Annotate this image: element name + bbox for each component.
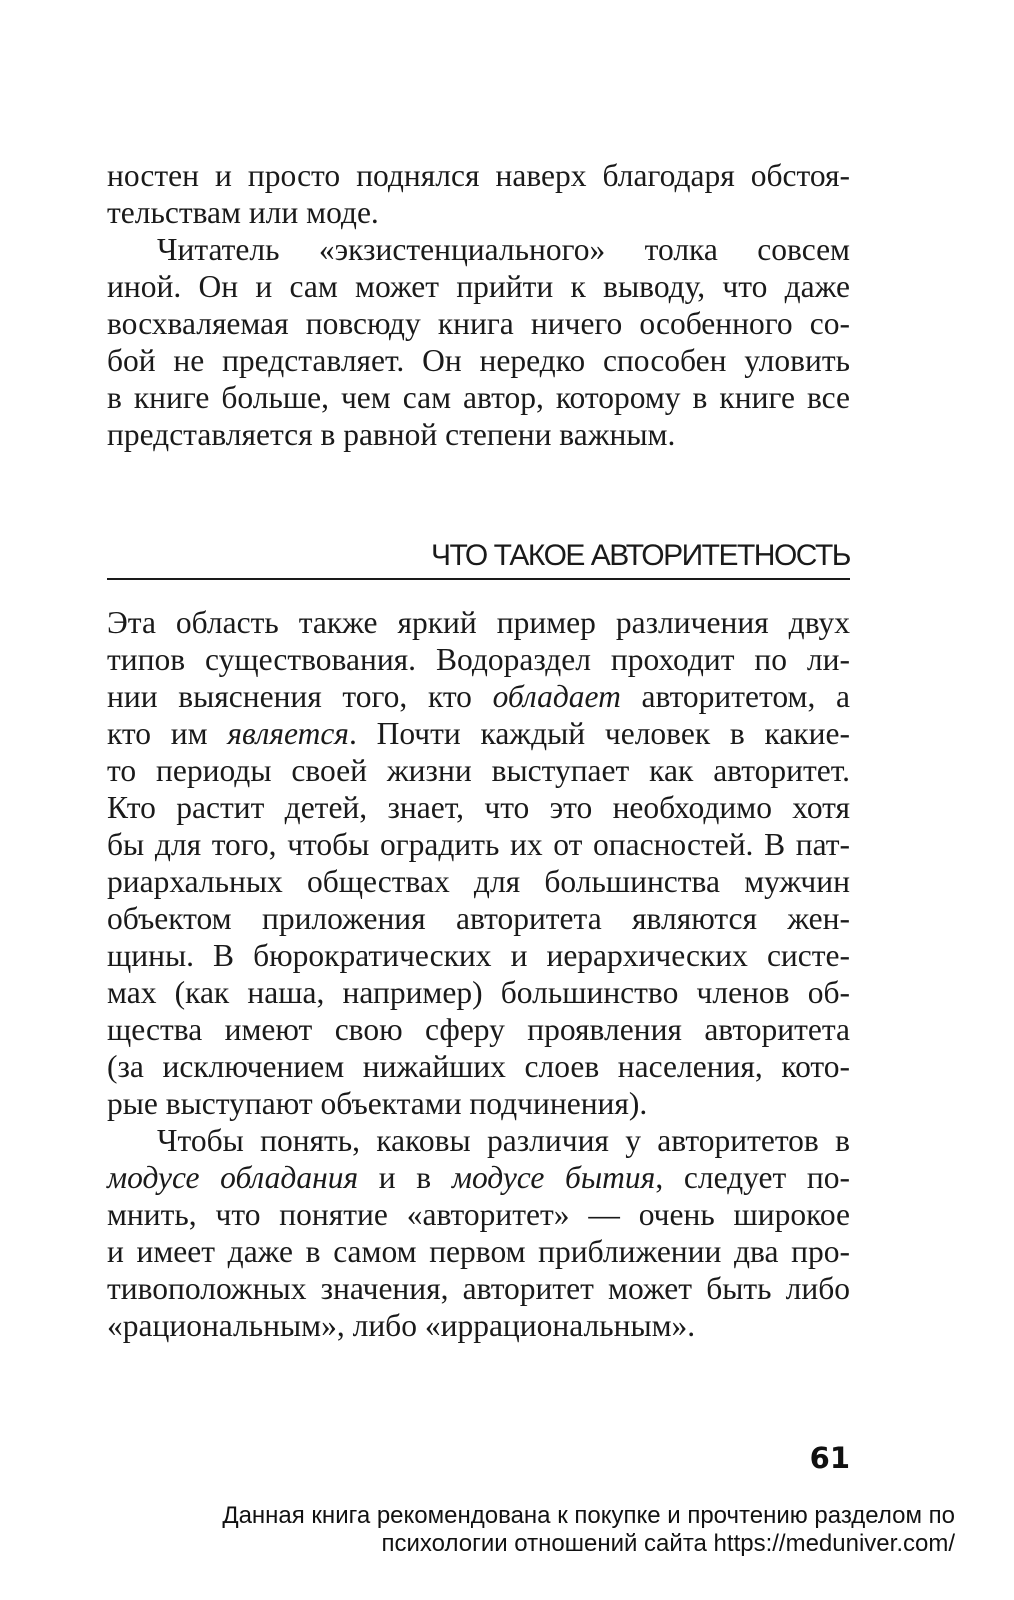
text-line: восхваляемая повсюду книга ничего особенного со- bbox=[107, 306, 850, 341]
footer-line: психологии отношений сайта https://meduniver.com/ bbox=[381, 1530, 955, 1557]
text-span: кто им bbox=[107, 716, 228, 751]
text-line: щества имеют свою сферу проявления авторитета bbox=[107, 1012, 850, 1047]
text-line: представляется в равной степени важным. bbox=[107, 417, 676, 452]
text-span: и в bbox=[358, 1160, 452, 1195]
text-line: Чтобы понять, каковы различия у авторитетов в bbox=[157, 1123, 850, 1158]
text-line: типов существования. Водораздел проходит по ли- bbox=[107, 642, 850, 677]
text-line: бой не представляет. Он нередко способен уловить bbox=[107, 343, 850, 378]
text-line: мах (как наша, например) большинство членов об- bbox=[107, 975, 850, 1010]
italic-term: модусе бытия bbox=[451, 1160, 656, 1195]
text-line: бы для того, чтобы оградить их от опасностей. В пат- bbox=[107, 827, 850, 862]
text-line: тельствам или моде. bbox=[107, 195, 379, 230]
text-line bbox=[107, 715, 850, 752]
footer-note bbox=[60, 1502, 955, 1558]
text-block-top bbox=[107, 157, 850, 453]
text-line: в книге больше, чем сам автор, которому в книге все bbox=[107, 380, 850, 415]
text-line: риархальных обществах для большинства мужчин bbox=[107, 864, 850, 899]
text-span: , следует по- bbox=[655, 1160, 851, 1195]
text-line: ностен и просто поднялся наверх благодаря обстоя- bbox=[107, 158, 850, 193]
section-heading: ЧТО ТАКОЕ АВТОРИТЕТНОСТЬ bbox=[430, 539, 850, 572]
text-line: иной. Он и сам может прийти к выводу, что даже bbox=[107, 269, 850, 304]
text-line bbox=[107, 1159, 850, 1196]
text-line: Эта область также яркий пример различения двух bbox=[107, 605, 850, 640]
text-span: авторитетом, а bbox=[620, 679, 850, 714]
text-line: «рациональным», либо «иррациональным». bbox=[107, 1308, 696, 1343]
italic-term: модусе обладания bbox=[107, 1160, 359, 1195]
text-line: тивоположных значения, авторитет может быть либо bbox=[107, 1271, 850, 1306]
footer-line: Данная книга рекомендована к покупке и прочтению разделом по bbox=[222, 1502, 955, 1529]
text-line: объектом приложения авторитета являются жен- bbox=[107, 901, 850, 936]
text-line: щины. В бюрократических и иерархических систе- bbox=[107, 938, 850, 973]
text-line: мнить, что понятие «авторитет» — очень широкое bbox=[107, 1197, 850, 1232]
heading-divider bbox=[107, 578, 850, 580]
text-line: Читатель «экзистенциального» толка совсем bbox=[157, 232, 850, 267]
text-line: Кто растит детей, знает, что это необходимо хотя bbox=[107, 790, 850, 825]
text-line: (за исключением нижайших слоев населения, кото- bbox=[107, 1049, 850, 1084]
text-line: то периоды своей жизни выступает как авторитет. bbox=[107, 753, 850, 788]
text-line: и имеет даже в самом первом приближении два про- bbox=[107, 1234, 850, 1269]
text-span: . Почти каждый человек в какие- bbox=[348, 716, 850, 751]
italic-term: обладает bbox=[492, 679, 621, 714]
text-span: нии выяснения того, кто bbox=[107, 679, 493, 714]
page-number: 61 bbox=[809, 1441, 850, 1475]
text-line bbox=[107, 678, 850, 715]
italic-term: является bbox=[227, 716, 349, 751]
text-line: рые выступают объектами подчинения). bbox=[107, 1086, 648, 1121]
text-block-main bbox=[107, 604, 850, 1344]
